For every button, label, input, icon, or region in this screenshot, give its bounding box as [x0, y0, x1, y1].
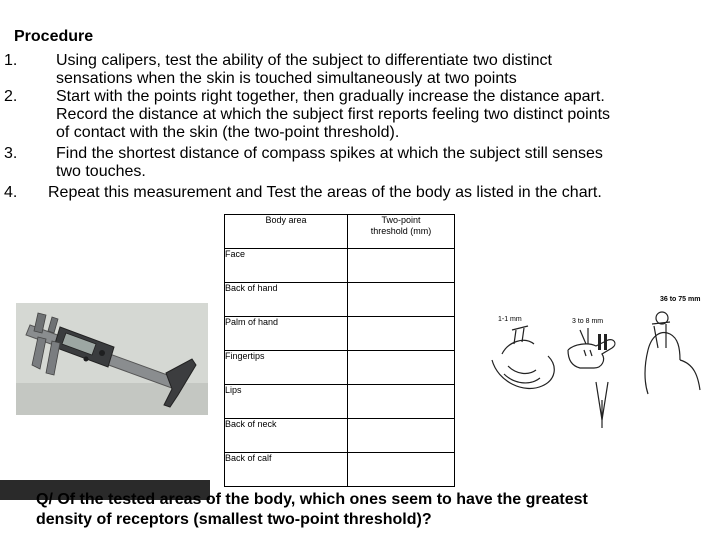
question-line: density of receptors (smallest two-point threshold)?	[36, 511, 432, 528]
body-area-cell: Back of calf	[225, 453, 348, 487]
caliper-photo	[16, 303, 208, 415]
body-area-cell: Back of hand	[225, 283, 348, 317]
body-area-cell: Face	[225, 249, 348, 283]
threshold-cell[interactable]	[348, 419, 455, 453]
body-areas-sketch-icon	[484, 290, 706, 442]
threshold-cell[interactable]	[348, 317, 455, 351]
step-line: two touches.	[56, 163, 146, 180]
step-text	[56, 145, 603, 181]
threshold-cell[interactable]	[348, 249, 455, 283]
threshold-cell[interactable]	[348, 351, 455, 385]
body-area-cell: Fingertips	[225, 351, 348, 385]
question-text	[36, 490, 588, 530]
step-number: 2.	[4, 88, 18, 105]
table-row	[225, 249, 455, 283]
threshold-cell[interactable]	[348, 453, 455, 487]
threshold-cell[interactable]	[348, 283, 455, 317]
step-line: Find the shortest distance of compass spikes at which the subject still senses	[56, 145, 603, 162]
table-row	[225, 351, 455, 385]
two-point-illustration	[484, 290, 706, 442]
body-area-cell: Palm of hand	[225, 317, 348, 351]
hand-distance-label: 3 to 8 mm	[572, 318, 604, 325]
step-line: of contact with the skin (the two-point threshold).	[56, 124, 400, 141]
step-number: 3.	[4, 145, 18, 162]
header-body-area: Body area	[225, 215, 348, 249]
step-line: Repeat this measurement and Test the areas of the body as listed in the chart.	[48, 184, 602, 201]
lips-distance-label: 1-1 mm	[498, 316, 522, 323]
table-row	[225, 385, 455, 419]
step-text	[48, 184, 602, 202]
caliper-icon	[16, 303, 208, 415]
threshold-cell[interactable]	[348, 385, 455, 419]
table-header-row	[225, 215, 455, 249]
question-line: Q/ Of the tested areas of the body, which ones seem to have the greatest	[36, 491, 588, 508]
header-threshold-line1: Two-point	[381, 215, 421, 225]
procedure-heading: Procedure	[14, 28, 94, 45]
header-threshold	[348, 215, 455, 249]
back-distance-label: 36 to 75 mm	[660, 296, 701, 303]
step-number: 4.	[4, 184, 18, 201]
table-row	[225, 317, 455, 351]
step-number: 1.	[4, 52, 18, 69]
step-line: Start with the points right together, then gradually increase the distance apart.	[56, 88, 605, 105]
step-line: sensations when the skin is touched simultaneously at two points	[56, 70, 517, 87]
table-row	[225, 453, 455, 487]
table-row	[225, 419, 455, 453]
step-text	[56, 52, 552, 88]
header-threshold-line2: threshold (mm)	[370, 226, 432, 236]
threshold-table	[224, 214, 455, 487]
body-area-cell: Back of neck	[225, 419, 348, 453]
table-row	[225, 283, 455, 317]
step-line: Using calipers, test the ability of the subject to differentiate two distinct	[56, 52, 552, 69]
step-text	[56, 88, 610, 142]
step-line: Record the distance at which the subject first reports feeling two distinct points	[56, 106, 611, 123]
body-area-cell: Lips	[225, 385, 348, 419]
